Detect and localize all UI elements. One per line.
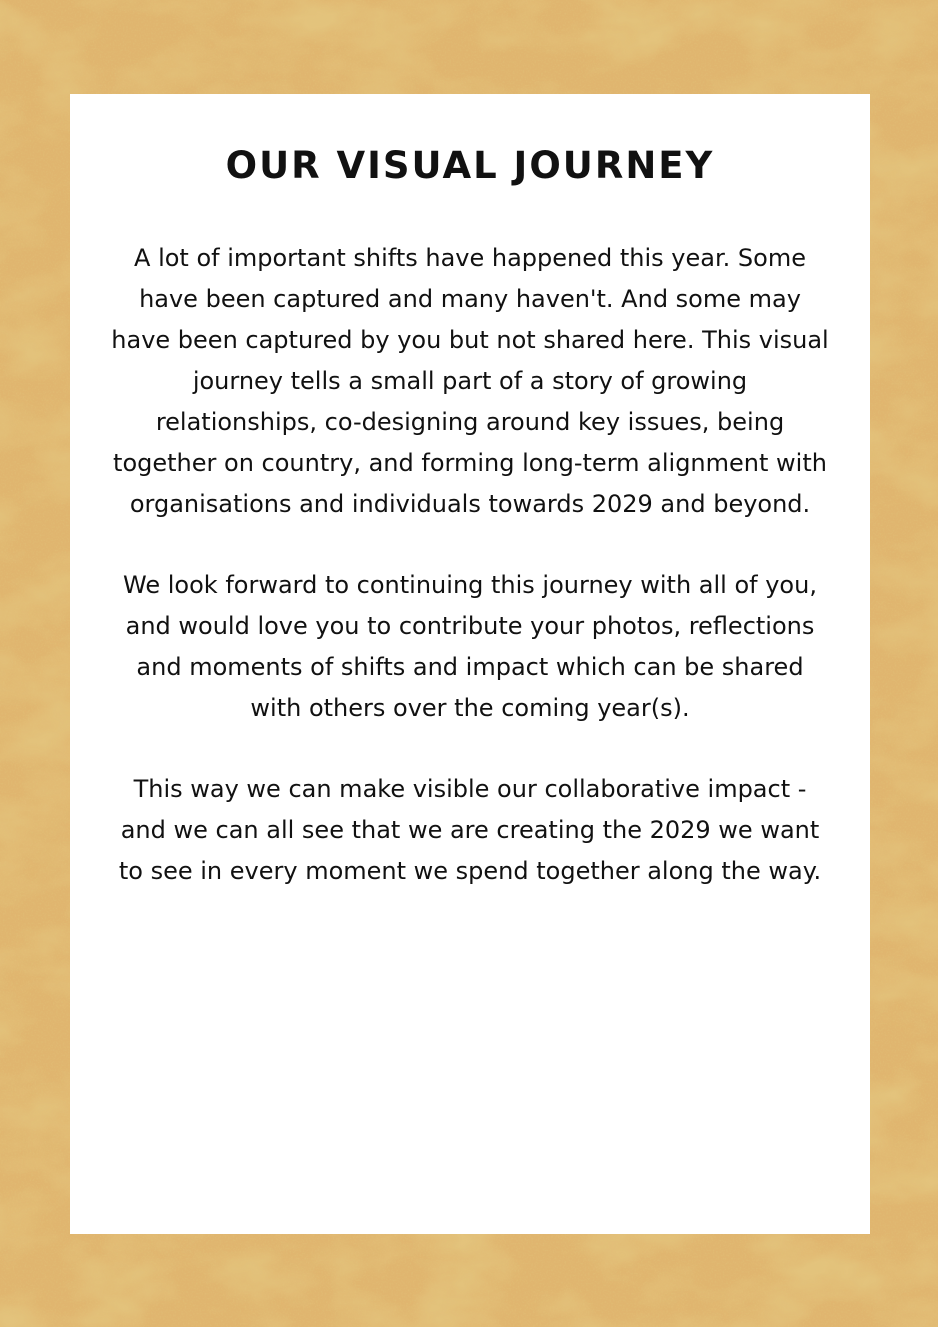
paragraph-invitation: We look forward to continuing this journey with all of you, and would love you to contribute your photos, reflections and moments of shifts and impact which can be shared with others over the coming year(s). [123,571,817,722]
paragraph-intro: A lot of important shifts have happened this year. Some have been captured and many haven't. And some may have been captured by you but not shared here. This visual journey tells a small part of a story of growing relationships, co-designing around key issues, being together on country, and forming long-term alignment with organisations and individuals towards 2029 and beyond. [111,244,829,518]
page-title: OUR VISUAL JOURNEY [225,144,715,187]
text-card [70,94,870,1234]
paragraph-closing: This way we can make visible our collaborative impact - and we can all see that we are creating the 2029 we want to see in every moment we spend together along the way. [118,775,822,885]
